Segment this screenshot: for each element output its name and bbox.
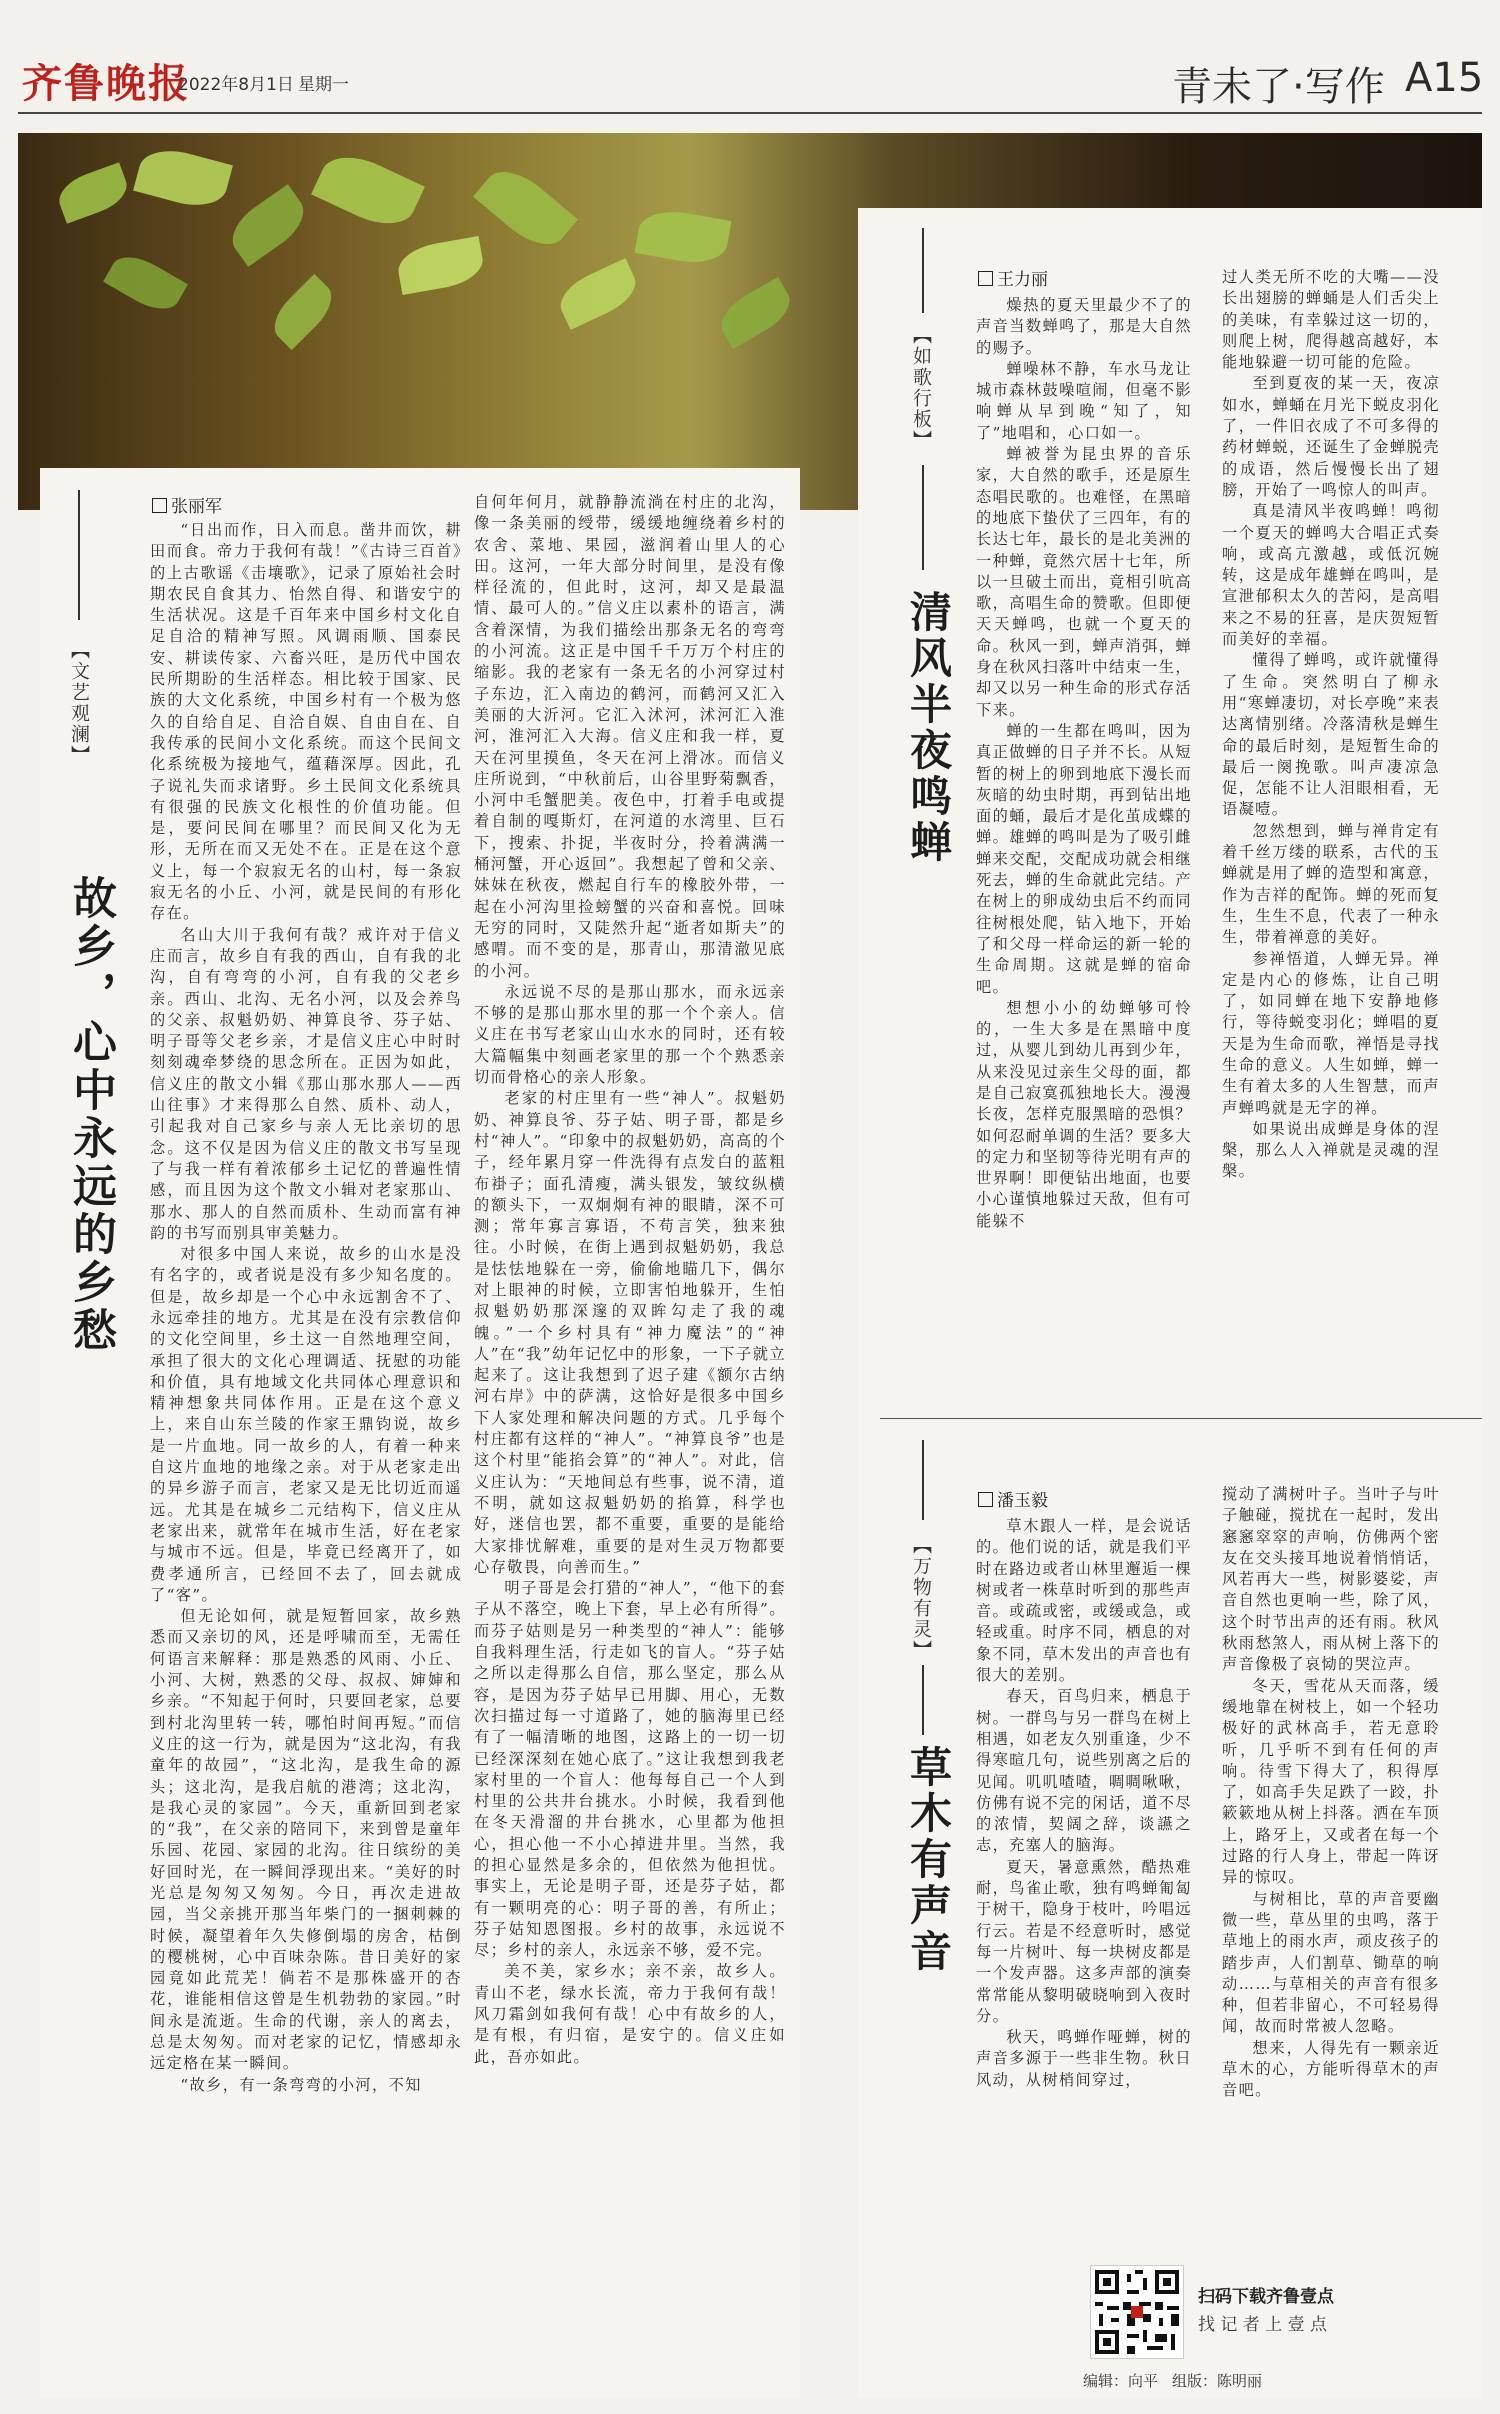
column-tag: 【万物有灵】: [910, 1535, 932, 1661]
column-tag-rule: [922, 1665, 924, 1735]
paragraph: 想想小小的幼蝉够可怜的，一生大多是在黑暗中度过，从婴儿到幼儿再到少年，从来没见过亲生父母的面，都是自己寂寞孤独地长大。漫漫长夜，怎样克服黑暗的恐惧？如何忍耐单调的生活？要多大的定力和坚韧等待光明有声的世界啊！即便钻出地面，也要小心谨慎地躲过天敌，但有可能躲不: [976, 998, 1192, 1230]
paragraph: 永远说不尽的是那山那水，而永远亲不够的是那山那水里的那一个个亲人。信义庄在书写老家山山水水的同时，还有较大篇幅集中刻画老家里的那一个个熟悉亲切而骨格心的亲人形象。: [474, 982, 786, 1087]
paragraph: 过人类无所不吃的大嘴——没长出翅膀的蝉蛹是人们舌尖上的美味，有幸躲过这一切的，则爬上树，爬得越高越好，本能地躲避一切可能的危险。: [1222, 268, 1440, 372]
article-body-col1: [976, 1516, 1192, 2266]
paragraph: 但无论如何，就是短暂回家，故乡熟悉而又亲切的风，还是呼啸而至，无需任何语言来解释：那是熟悉的风雨、小丘、小河、大树，熟悉的父母、叔叔、婶婶和乡亲。“不知起于何时，只要回老家，总要到村北沟里转一转，哪怕时间再短。”而信义庄的这一行为，就是因为“这北沟，有我童年的故园”，“这北沟，是我生命的源头；这北沟，是我启航的港湾；这北沟，是我心灵的家园”。今天，重新回到老家的“我”，在父亲的陪同下，来到曾是童年乐园、花园、家园的北沟。往日缤纷的美好回时光，在一瞬间浮现出来。“美好的时光总是匆匆又匆匆。今日，再次走进故园，当父亲挑开那当年柴门的一捆刺棘的时候，凝望着年久失修倒塌的房舍，枯倒的樱桃树，心中百味杂陈。昔日美好的家园竟如此荒芜！倘若不是那株盛开的杏花，谁能相信这曾是生机勃勃的家园。”时间永是流逝。生命的代谢，亲人的离去，总是太匆匆。而对老家的记忆，情感却永远定格在某一瞬间。: [150, 1607, 462, 2073]
paragraph: 对很多中国人来说，故乡的山水是没有名字的，或者说是没有多少知名度的。但是，故乡却是一个心中永远割舍不了、永远牵挂的地方。尤其是在没有宗教信仰的文化空间里，乡土这一自然地理空间，承担了很大的文化心理调适、抚慰的功能和价值，具有地域文化共同体心理意识和精神想象共同体作用。正是在这个意义上，来自山东兰陵的作家王鼎钧说，故乡是一片血地。同一故乡的人，有着一种来自这片血地的地缘之亲。对于从老家走出的异乡游子而言，老家又是无比切近而遥远。尤其是在城乡二元结构下，信义庄从老家出来，就常年在城市生活，好在老家与城市不远。但是，毕竟已经离开了，如费孝通所言，已经回不去了，回去就成了“客”。: [150, 1245, 462, 1604]
paragraph: 搅动了满树叶子。当叶子与叶子触碰，搅扰在一起时，发出窸窸窣窣的声响，仿佛两个密友在交头接耳地说着悄悄话，风若再大一些，树影婆娑，声音自然也更响一些，除了风，这个时节出声的还有雨。秋风秋雨愁煞人，雨从树上落下的声音像极了哀恸的哭泣声。: [1222, 1485, 1440, 1674]
article-author: 张丽军: [152, 492, 222, 517]
paragraph: 蝉被誉为昆虫界的音乐家，大自然的歌手，还是原生态唱民歌的。也难怪，在黑暗的地底下蛰伏了三四年，有的长达七年，最长的是北美洲的一种蝉，竟然穴居十七年，所以一旦破土而出，竟相引吭高歌，高唱生命的赞歌。但即便天天蝉鸣，也就一个夏天的命。秋风一到，蝉声消弭，蝉身在秋风扫落叶中结束一生，却又以另一种生命的形式存活下来。: [976, 445, 1192, 719]
page-number: A15: [1405, 55, 1484, 101]
article-body-col2: [1222, 267, 1440, 1395]
paragraph: 与树相比，草的声音要幽微一些，草丛里的虫鸣，落于草地上的雨水声，顽皮孩子的踏步声，人们割草、锄草的响动……与草相关的声音有很多种，但若非留心，不可轻易得闻，故而时常被人忽略。: [1222, 1889, 1440, 2036]
article-author: 潘玉毅: [978, 1486, 1048, 1511]
paragraph: 真是清风半夜鸣蝉！鸣彻一个夏天的蝉鸣大合唱正式奏响，或高亢激越，或低沉婉转，这是成年雄蝉在鸣叫，是宣泄郁积太久的苦闷，是高唱来之不易的狂喜，是庆贺短暂而美好的幸福。: [1222, 502, 1440, 649]
article-title: 清风半夜鸣蝉: [904, 590, 953, 866]
paragraph: “日出而作，日入而息。凿井而饮，耕田而食。帝力于我何有哉！”《古诗三百首》的上古歌谣《击壤歌》，记录了原始社会时期农民自食其力、怡然自得、和谐安宁的生活状况。这是千百年来中国乡村文化自足自洽的精神写照。风调雨顺、国泰民安、耕读传家、六畜兴旺，是历代中国农民所期盼的生活样态。相比较于国家、民族的大文化系统，中国乡村有一个极为悠久的自给自足、自洽自娱、自由自在、自我传承的民间小文化系统。而这个民间文化系统极为接地气，蕴藉深厚。因此，孔子说礼失而求诸野。乡土民间文化系统具有很强的民族文化根性的价值功能。但是，要问民间在哪里？而民间又化为无形，无所在而又无处不在。正是在这个意义上，每一个寂寂无名的山村，每一条寂寂无名的小丘、小河，就是民间的有形化存在。: [150, 521, 462, 923]
article-body-col1: [150, 520, 462, 2400]
paragraph: 参禅悟道，人蝉无异。禅定是内心的修炼，让自己明了，如同蝉在地下安静地修行，等待蜕变羽化；蝉唱的夏天是为生命而歌，禅悟是寻找生命的意义。人生如蝉，蝉一生有着太多的人生智慧，而声声蝉鸣就是无字的禅。: [1222, 949, 1440, 1117]
designer-credit: 组版：陈明丽: [1172, 2372, 1263, 2390]
qr-title: 扫码下载齐鲁壹点: [1198, 2287, 1334, 2307]
article-title: 故乡，心中永远的乡愁: [65, 875, 116, 1355]
column-tag-rule: [922, 228, 924, 313]
qr-code[interactable]: [1090, 2265, 1184, 2359]
column-tag: 【文艺观澜】: [68, 640, 90, 766]
column-tag-rule: [922, 1440, 924, 1520]
article-body-col2: [1222, 1484, 1440, 2264]
paragraph: “故乡，有一条弯弯的小河，不知: [180, 2075, 422, 2094]
paragraph: 蝉噪林不静，车水马龙让城市森林鼓噪喧闹，但毫不影响蝉从早到晚“知了，知了”地唱和，心口如一。: [976, 359, 1192, 442]
section-divider: [880, 1418, 1482, 1419]
paragraph: 秋天，鸣蝉作哑蝉，树的声音多源于一些非生物。秋日风动，从树梢间穿过，: [976, 2028, 1192, 2089]
weekday: 星期一: [298, 75, 349, 95]
header-rule: [18, 112, 1482, 114]
qr-code-graphic: [1091, 2266, 1183, 2358]
paragraph: 想来，人得先有一颗亲近草木的心，方能听得草木的声音吧。: [1222, 2038, 1440, 2100]
qr-subtitle: 找 记 者 上 壹 点: [1198, 2315, 1328, 2335]
article-body-col1: [976, 295, 1192, 1395]
paragraph: 燥热的夏天里最少不了的声音当数蝉鸣了，那是大自然的赐予。: [976, 296, 1192, 357]
article-author: 王力丽: [978, 265, 1048, 290]
paragraph: 美不美，家乡水；亲不亲，故乡人。青山不老，绿水长流，帝力于我何有哉！风刀霜剑如我何有哉！心中有故乡的人，是有根，有归宿，是安宁的。信义庄如此，吾亦如此。: [474, 1962, 786, 2066]
paragraph: 草木跟人一样，是会说话的。他们说的话，就是我们平时在路边或者山林里邂逅一棵树或者一株草时听到的那些声音。或疏或密，或缓或急，或轻或重。时序不同，栖息的对象不同，草木发出的声音也有很大的差别。: [976, 1517, 1192, 1685]
paragraph: 自何年何月，就静静流淌在村庄的北沟，像一条美丽的绶带，缓缓地缠绕着乡村的农舍、菜地、果园，滋润着山里人的心田。这河，一年大部分时间里，是没有像样径流的，但此时，这河，却又是最温情、最可人的。”信义庄以素朴的语言，满含着深情，为我们描绘出那条无名的弯弯的小河流。这正是中国千千万万个村庄的缩影。我的老家有一条无名的小河穿过村子东边，汇入南边的鹤河，而鹤河又汇入美丽的大沂河。它汇入沭河，沭河汇入淮河，淮河汇入大海。信义庄和我一样，夏天在河里摸鱼，冬天在河上滑冰。而信义庄所说到，“中秋前后，山谷里野菊飘香，小河中毛蟹肥美。夜色中，打着手电或提着自制的嘎斯灯，在河道的水湾里、巨石下，搜索、扑捉，半夜时分，拎着满满一桶河蟹，开心返回”。我想起了曾和父亲、妹妹在秋夜，燃起自行车的橡胶外带，一起在小河沟里捡螃蟹的兴奋和喜悦。回味无穷的同时，又陡然升起“逝者如斯夫”的感喟。而不变的是，那青山，那清澈见底的小河。: [474, 493, 786, 980]
article-title: 草木有声音: [904, 1745, 953, 1975]
column-tag: 【如歌行板】: [910, 325, 932, 451]
paragraph: 冬天，雪花从天而落，缓缓地靠在树枝上，如一个轻功极好的武林高手，若无意聆听，几乎听不到有任何的声响。待雪下得大了，积得厚了，如高手失足跌了一跤，扑簌簌地从树上抖落。洒在车顶上，路牙上，又或者在每一个过路的行人身上，带起一阵讶异的惊叹。: [1222, 1676, 1440, 1887]
paragraph: 至到夏夜的某一天，夜凉如水，蝉蛹在月光下蜕皮羽化了，一件旧衣成了不可多得的药材蝉蜕，还诞生了金蝉脱壳的成语，然后慢慢长出了翅膀，开始了一鸣惊人的叫声。: [1222, 374, 1440, 499]
column-tag-rule: [78, 490, 80, 620]
masthead-logo: 齐鲁晚报: [22, 60, 190, 107]
paragraph: 懂得了蝉鸣，或许就懂得了生命。突然明白了柳永用“寒蝉凄切，对长亭晚”来表达离情别绪。冷落清秋是蝉生命的最后时刻，是短暂生命的最后一阕挽歌。叫声凄凉急促，怎能不让人泪眼相看，无语凝噎。: [1222, 651, 1440, 819]
paragraph: 夏天，暑意熏然，酷热难耐，鸟雀止歌，独有鸣蝉匍匐于树干，隐身于枝叶，吟唱远行云。若是不经意听时，感觉每一片树叶、每一块树皮都是一个发声器。这多声部的演奏常常能从黎明破晓响到入夜时分。: [976, 1857, 1192, 2025]
section-title: 青未了·写作: [1172, 64, 1385, 110]
column-tag-rule: [922, 465, 924, 570]
paragraph: 蝉的一生都在鸣叫，因为真正做蝉的日子并不长。从短暂的树上的卵到地底下漫长而灰暗的幼虫时期，再到钻出地面的蛹，最后才是化茧成蝶的蝉。雄蝉的鸣叫是为了吸引雌蝉来交配，交配成功就会相继死去，蝉的生命就此完结。产在树上的卵成幼虫后不约而同往树根处爬，钻入地下，开始了和父母一样命运的新一轮的生命周期。这就是蝉的宿命吧。: [976, 721, 1192, 996]
paragraph: 名山大川于我何有哉？戒许对于信义庄而言，故乡自有我的西山，自有我的北沟，自有弯弯的小河，自有我的父老乡亲。西山、北沟、无名小河，以及会养鸟的父亲、叔魁奶奶、神算良爷、芬子姑、明子哥等父老乡亲，才是信义庄心中时时刻刻魂牵梦绕的思念所在。正因为如此，信义庄的散文小辑《那山那水那人——西山往事》才来得那么自然、质朴、动人，引起我对自己家乡与亲人无比亲切的思念。这不仅是因为信义庄的散文书写呈现了与我一样有着浓郁乡土记忆的普遍性情感，而且因为这个散文小辑对老家那山、那水、那人的自然而质朴、生动而富有神韵的书写而别具审美魅力。: [150, 925, 462, 1242]
article-body-col2: [474, 492, 786, 2397]
page-header: [0, 0, 1500, 120]
issue-date: 2022年8月1日: [178, 75, 294, 95]
paragraph: 明子哥是会打猎的“神人”，“他下的套子从不落空，晚上下套，早上必有所得”。而芬子姑则是另一种类型的“神人”：能够自我料理生活，行走如飞的盲人。“芬子姑之所以走得那么自信，那么坚定，那么从容，是因为芬子姑早已用脚、用心，无数次扫描过每一寸道路了，她的脑海里已经有了一幅清晰的地图，这路上的一切一切已经深深刻在她心底了。”这让我想到我老家村里的一个盲人：他每每自己一个人到村里的公共井台挑水。小时候，我看到他在冬天滑溜的井台挑水，心里都为他担心，担心他一不小心掉进井里。当然，我的担心显然是多余的，但依然为他担忧。事实上，无论是明子哥，还是芬子姑，都有一颗明亮的心：明子哥的善，有所止；芬子姑知恩图报。乡村的故事，永远说不尽；乡村的亲人，永远亲不够，爱不完。: [474, 1579, 786, 1960]
paragraph: 忽然想到，蝉与禅肯定有着千丝万缕的联系，古代的玉蝉就是用了蝉的造型和寓意，作为吉祥的配饰。蝉的死而复生，生生不息，代表了一种永生，带着禅意的美好。: [1222, 821, 1440, 947]
editor-credit: 编辑：向平: [1083, 2372, 1159, 2390]
paragraph: 如果说出成蝉是身体的涅槃，那么人入禅就是灵魂的涅槃。: [1222, 1119, 1440, 1181]
paragraph: 春天，百鸟归来，栖息于树。一群鸟与另一群鸟在树上相遇，如老友久别重逢，少不得寒暄几句，说些别离之后的见闻。叽叽喳喳，啁啁啾啾，仿佛有说不完的闲话，道不尽的浓情，契阔之辞，谈讌之志，充塞人的脑海。: [976, 1687, 1192, 1855]
paragraph: 老家的村庄里有一些“神人”。叔魁奶奶、神算良爷、芬子姑、明子哥，都是乡村“神人”。“印象中的叔魁奶奶，高高的个子，经年累月穿一件洗得有点发白的蓝粗布褂子；面孔清瘦，满头银发，皱纹纵横的额头下，一双炯炯有神的眼睛，深不可测；常年寡言寡语，不苟言笑，独来独往。小时候，在街上遇到叔魁奶奶，我总是怯怯地躲在一旁，偷偷地瞄几下，偶尔对上眼神的时候，立即害怕地躲开，生怕叔魁奶奶那深邃的双眸勾走了我的魂魄。”一个乡村具有“神力魔法”的“神人”在“我”幼年记忆中的形象，一下子就立起来了。这让我想到了迟子建《额尔古纳河右岸》中的萨满，这恰好是很多中国乡下人家处理和解决问题的方式。几乎每个村庄都有这样的“神人”。“神算良爷”也是这个村里“能掐会算”的“神人”。对此，信义庄认为：“天地间总有些事，说不清，道不明，就如这叔魁奶奶的掐算，科学也好，迷信也罢，都不重要，重要的是能给大家排忧解难，重要的是对生灵万物都要心存敬畏，向善而生。”: [474, 1089, 786, 1576]
